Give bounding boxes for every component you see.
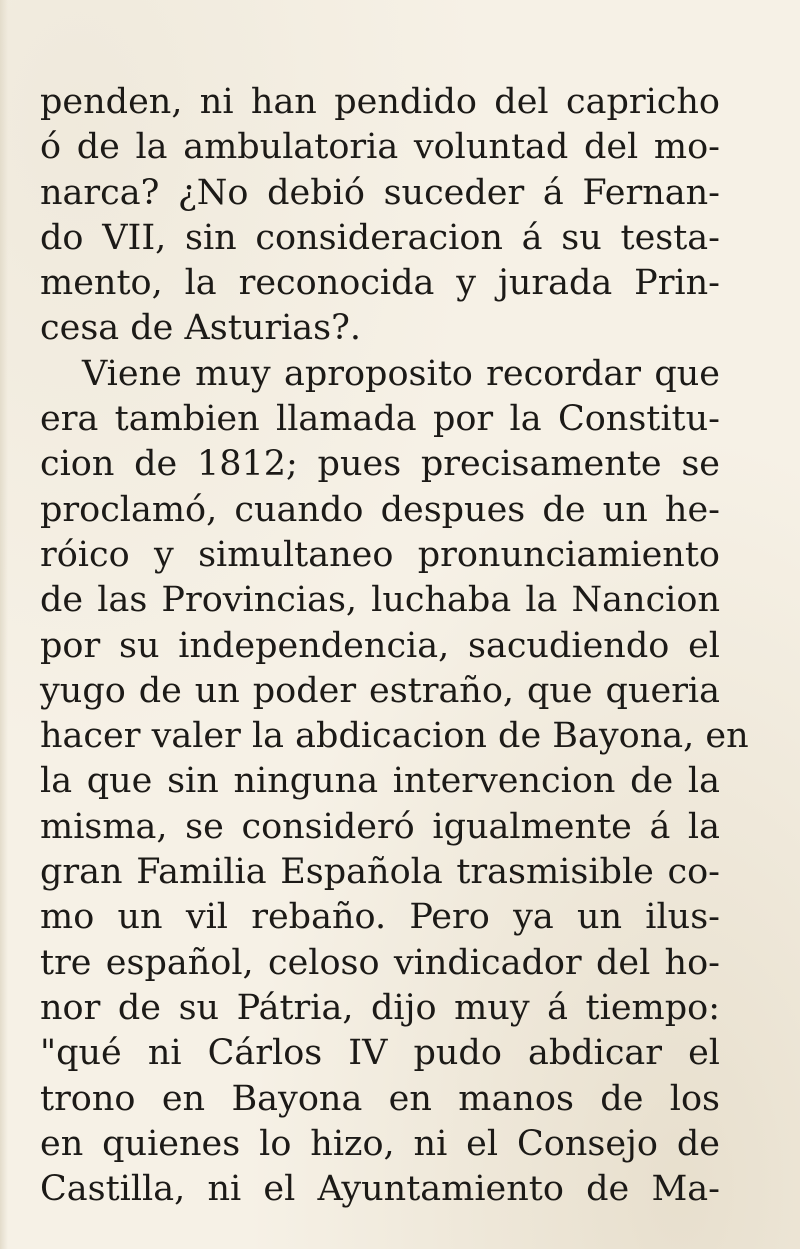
text-line-21: nor de su Pátria, dijo muy á tiempo: (40, 987, 720, 1028)
text-line-4: do VII, sin consideracion á su testa- (40, 217, 720, 258)
text-line-15: hacer valer la abdicacion de Bayona, en (40, 716, 749, 757)
text-line-20: tre español, celoso vindicador del ho- (40, 942, 720, 983)
text-line-2: ó de la ambulatoria voluntad del mo- (40, 127, 720, 168)
text-line-7: Viene muy aproposito recordar que (82, 353, 720, 394)
page-edge-shadow (0, 0, 8, 1249)
text-line-10: proclamó, cuando despues de un he- (40, 489, 720, 530)
text-line-14: yugo de un poder estraño, que queria (40, 670, 720, 711)
text-line-9: cion de 1812; pues precisamente se (40, 444, 720, 485)
text-line-8: era tambien llamada por la Constitu- (40, 399, 720, 440)
text-line-3: narca? ¿No debió suceder á Fernan- (40, 172, 720, 213)
text-line-5: mento, la reconocida y jurada Prin- (40, 263, 720, 304)
text-line-11: róico y simultaneo pronunciamiento (40, 534, 720, 575)
text-line-24: en quienes lo hizo, ni el Consejo de (40, 1123, 720, 1164)
text-line-19: mo un vil rebaño. Pero ya un ilus- (40, 897, 720, 938)
text-line-23: trono en Bayona en manos de los (40, 1078, 720, 1119)
text-line-17: misma, se consideró igualmente á la (40, 806, 720, 847)
text-line-12: de las Provincias, luchaba la Nancion (40, 580, 720, 621)
text-line-22: "qué ni Cárlos IV pudo abdicar el (40, 1033, 720, 1074)
text-line-25: Castilla, ni el Ayuntamiento de Ma- (40, 1169, 720, 1210)
text-line-1: penden, ni han pendido del capricho (40, 82, 720, 122)
text-line-18: gran Familia Española trasmisible co- (40, 852, 720, 893)
text-line-13: por su independencia, sacudiendo el (40, 625, 720, 666)
text-line-16: la que sin ninguna intervencion de la (40, 761, 720, 802)
page-text (40, 80, 749, 1212)
text-line-6: cesa de Asturias?. (40, 308, 361, 349)
